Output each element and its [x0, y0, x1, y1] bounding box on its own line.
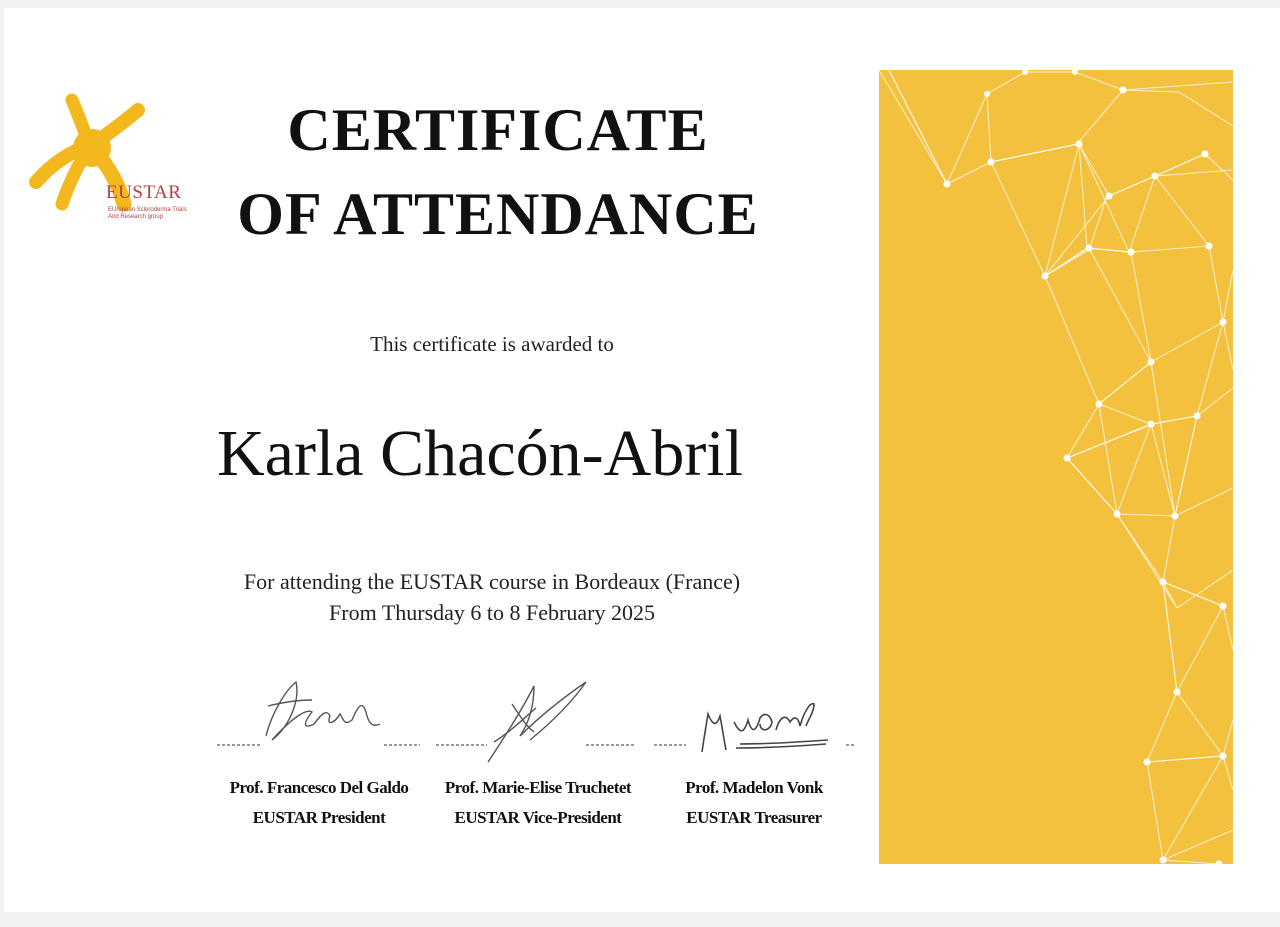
logo-tagline: EUropean Scleroderma Trials And Research group — [108, 207, 187, 220]
signatory-2-name: Prof. Marie-Elise Truchetet — [444, 778, 632, 797]
signatory-3 — [654, 773, 854, 833]
signatory-1-name: Prof. Francesco Del Galdo — [229, 778, 409, 797]
signature-1 — [266, 682, 380, 740]
awarded-text: This certificate is awarded to — [370, 332, 614, 356]
certificate-title-line2: OF ATTENDANCE — [237, 181, 759, 247]
course-dates: From Thursday 6 to 8 February 2025 — [329, 600, 655, 625]
signatory-3-name: Prof. Madelon Vonk — [685, 778, 823, 797]
course-description: For attending the EUSTAR course in Bordeaux (France) — [243, 569, 741, 594]
white-network-nodes-pattern — [879, 70, 1233, 864]
decorative-yellow-panel — [879, 70, 1233, 864]
certificate-title-line1: CERTIFICATE — [287, 97, 709, 163]
logo-wordmark: EUSTAR — [106, 182, 182, 203]
signatory-1 — [214, 773, 424, 833]
recipient-name: Karla Chacón-Abril — [217, 417, 743, 490]
signature-3 — [702, 704, 828, 752]
signatory-2-role: EUSTAR Vice-President — [454, 808, 622, 827]
signatory-3-role: EUSTAR Treasurer — [686, 808, 822, 827]
signatory-2 — [430, 773, 646, 833]
signature-2 — [488, 682, 586, 762]
signatory-1-role: EUSTAR President — [252, 808, 386, 827]
